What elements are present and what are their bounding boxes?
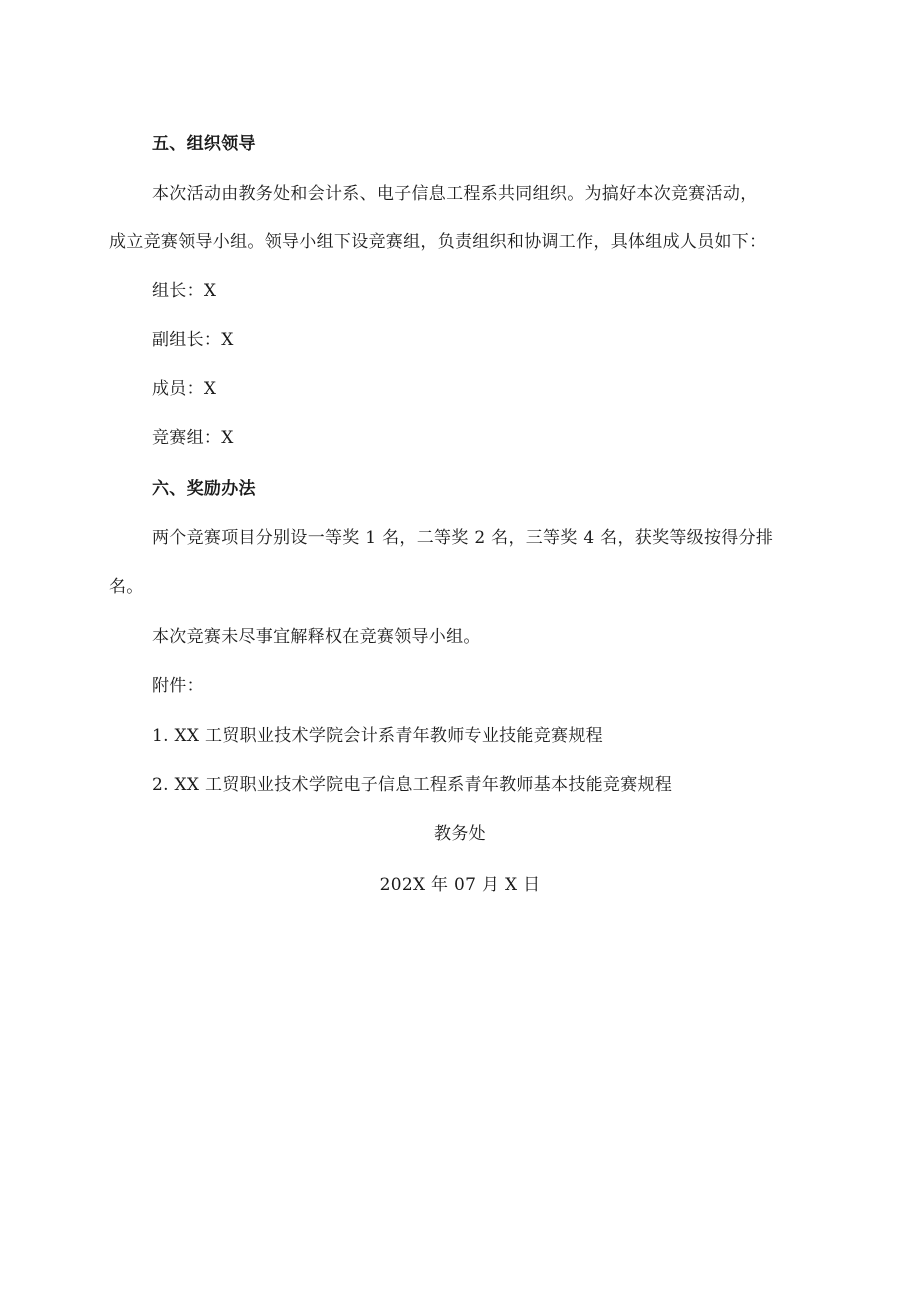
section-6-paragraph-line-1: 两个竞赛项目分别设一等奖 1 名，二等奖 2 名，三等奖 4 名，获奖等级按得分排 — [152, 528, 774, 548]
signature-date: 202X 年 07 月 X 日 — [379, 875, 541, 895]
signature-office: 教务处 — [434, 824, 486, 844]
section-6-paragraph-2: 本次竞赛未尽事宜解释权在竞赛领导小组。 — [152, 627, 481, 647]
section-6-paragraph-line-2: 名。 — [109, 577, 144, 597]
attachment-item-2: 2. XX 工贸职业技术学院电子信息工程系青年教师基本技能竞赛规程 — [152, 775, 673, 795]
member-deputy-leader: 副组长：X — [152, 330, 234, 350]
section-6-heading: 六、奖励办法 — [152, 479, 256, 499]
member-competition-group: 竞赛组：X — [152, 428, 234, 448]
section-5-paragraph-line-2: 成立竞赛领导小组。领导小组下设竞赛组，负责组织和协调工作，具体组成人员如下： — [109, 232, 767, 252]
member-leader: 组长：X — [152, 281, 217, 301]
member-members: 成员：X — [152, 379, 217, 399]
section-5-heading: 五、组织领导 — [152, 134, 256, 154]
attachments-label: 附件： — [152, 676, 204, 696]
section-5-paragraph-line-1: 本次活动由教务处和会计系、电子信息工程系共同组织。为搞好本次竞赛活动， — [152, 184, 758, 204]
attachment-item-1: 1. XX 工贸职业技术学院会计系青年教师专业技能竞赛规程 — [152, 726, 603, 746]
